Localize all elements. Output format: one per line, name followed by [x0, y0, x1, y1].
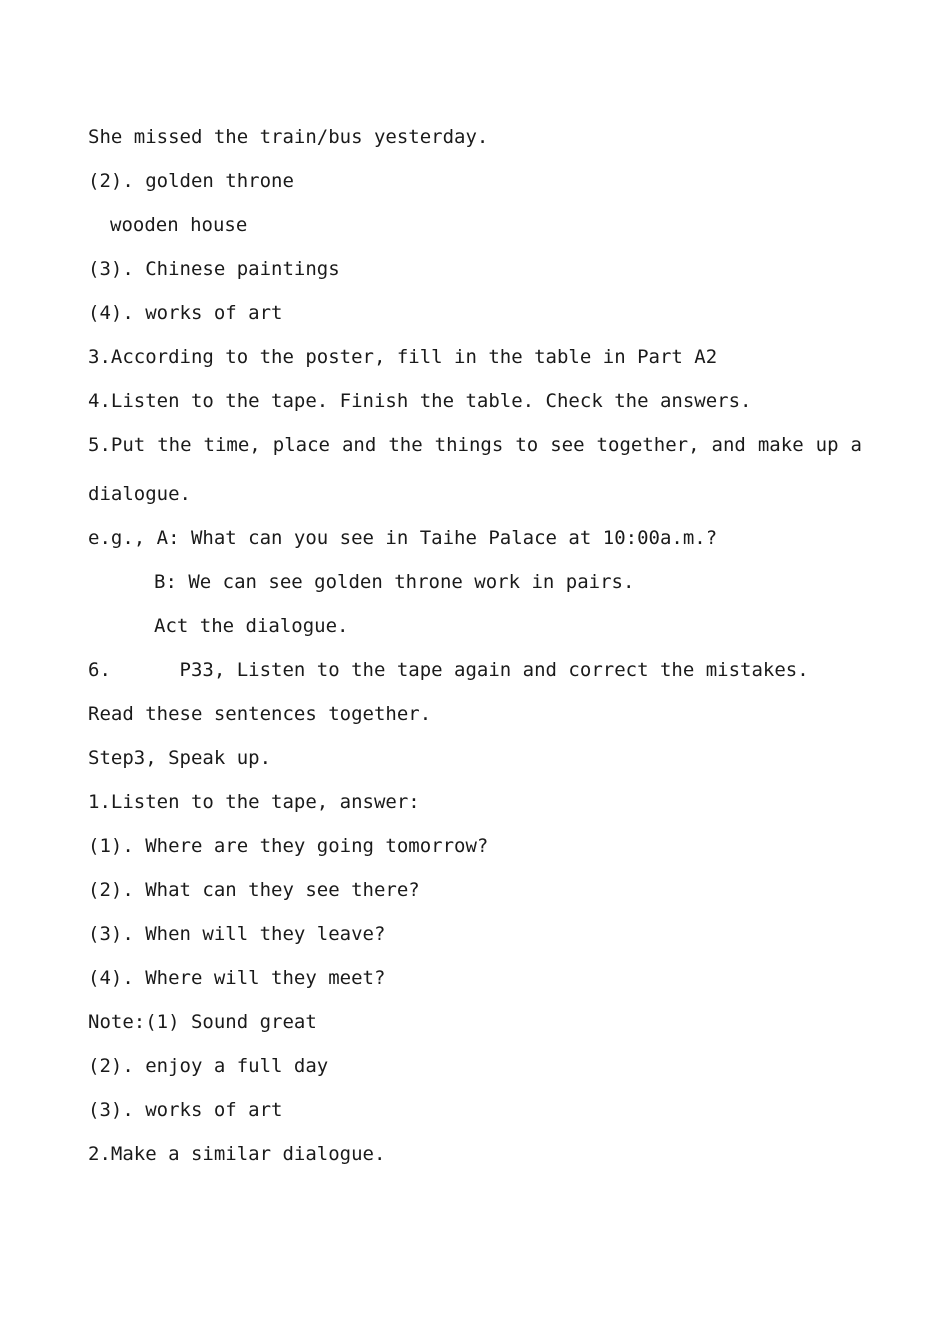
text-line: (2). What can they see there? — [88, 879, 420, 901]
text-line: Step3, Speak up. — [88, 747, 272, 769]
text-line: (1). Where are they going tomorrow? — [88, 835, 489, 857]
text-line: (3). When will they leave? — [88, 923, 386, 945]
text-line: Note:(1) Sound great — [88, 1011, 317, 1033]
text-line: (2). enjoy a full day — [88, 1055, 329, 1077]
text-line: Read these sentences together. — [88, 703, 432, 725]
text-line: 4.Listen to the tape. Finish the table. Check the answers. — [88, 390, 752, 412]
text-line: B: We can see golden throne work in pairs. — [154, 571, 635, 593]
text-line: (4). Where will they meet? — [88, 967, 386, 989]
text-line: (3). works of art — [88, 1099, 283, 1121]
text-line: 6. P33, Listen to the tape again and correct the mistakes. — [88, 659, 809, 681]
text-line: 5.Put the time, place and the things to see together, and make up a — [88, 434, 862, 456]
text-line: 1.Listen to the tape, answer: — [88, 791, 420, 813]
text-line: dialogue. — [88, 483, 191, 505]
text-line: e.g., A: What can you see in Taihe Palace at 10:00a.m.? — [88, 527, 718, 549]
text-line: Act the dialogue. — [154, 615, 349, 637]
text-line: (2). golden throne — [88, 170, 294, 192]
text-line: 3.According to the poster, fill in the table in Part A2 — [88, 346, 718, 368]
text-line: wooden house — [110, 214, 248, 236]
text-line: She missed the train/bus yesterday. — [88, 126, 489, 148]
text-line: (4). works of art — [88, 302, 283, 324]
text-line: 2.Make a similar dialogue. — [88, 1143, 386, 1165]
text-line: (3). Chinese paintings — [88, 258, 340, 280]
